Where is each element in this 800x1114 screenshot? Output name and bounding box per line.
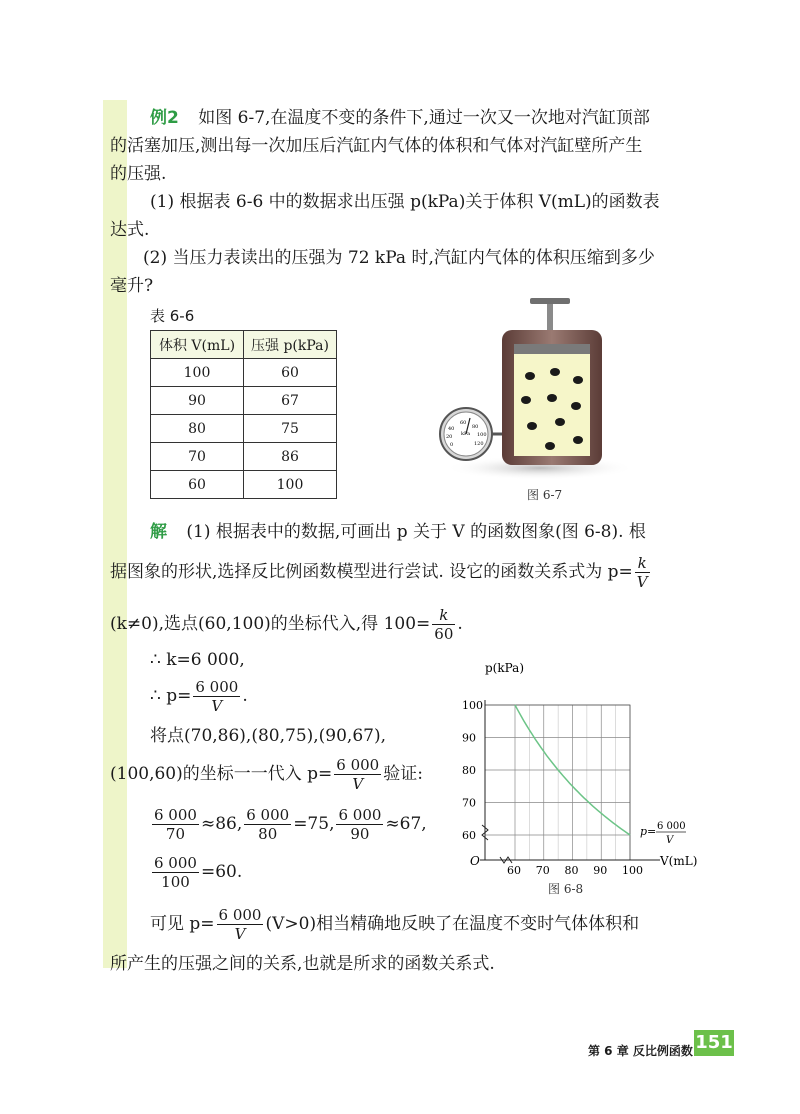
gauge-unit: kPa [461, 431, 471, 437]
y-axis-break [482, 825, 488, 840]
table-cell: 100 [151, 359, 244, 387]
fraction-num: 6 000 [154, 854, 197, 872]
fraction-6000-over-70 [152, 806, 199, 843]
fraction-k-over-60 [432, 606, 455, 643]
table-header-volume: 体积 V(mL) [151, 331, 244, 359]
gas-molecule [550, 368, 560, 376]
table-row [151, 443, 337, 471]
solution-line-8 [150, 802, 427, 846]
table-cell: 70 [151, 443, 244, 471]
fraction-6000-over-v [334, 756, 381, 793]
page-number: 151 [694, 1030, 734, 1056]
table-row [151, 471, 337, 499]
table-cell: 60 [244, 359, 337, 387]
pressure-volume-chart [460, 655, 710, 875]
fraction-den: 80 [258, 825, 278, 843]
gauge-tick: 60 [460, 420, 467, 426]
x-axis-label: V(mL) [660, 854, 698, 868]
fraction-num: k [635, 554, 650, 573]
chart-grid [485, 705, 630, 860]
y-tick-label: 100 [462, 699, 483, 712]
example-intro-3: 的压强. [110, 164, 167, 184]
x-tick-label: 70 [535, 864, 550, 875]
curve-label-prefix: p= [640, 825, 657, 838]
table-row [151, 359, 337, 387]
table-cell: 80 [151, 415, 244, 443]
fraction-num: 6 000 [195, 678, 239, 696]
solution-text-2: 据图象的形状,选择反比例函数模型进行尝试. 设它的函数关系式为 p= [110, 562, 633, 582]
fraction-6000-over-100 [152, 854, 199, 891]
solution-line-1 [150, 520, 646, 544]
fraction-num: 6 000 [338, 806, 382, 824]
example-label: 例2 [150, 108, 179, 128]
chapter-footer: 第 6 章 反比例函数 [588, 1044, 693, 1058]
gas-molecule [573, 376, 583, 384]
x-tick-label: 80 [564, 864, 579, 875]
fraction-k-over-v [635, 554, 650, 591]
solution-text-10: 可见 p= [150, 914, 215, 934]
table-caption: 表 6-6 [150, 307, 195, 325]
fraction-6000-over-90 [336, 806, 383, 843]
result-text: ≈67, [385, 814, 427, 834]
fraction-6000-over-v [217, 906, 264, 943]
gas-molecule [545, 442, 555, 450]
x-axis-break [500, 857, 512, 863]
solution-text-3: (k≠0),选点(60,100)的坐标代入,得 100= [110, 614, 431, 634]
table-row [151, 415, 337, 443]
x-tick-label: 60 [507, 864, 521, 875]
table-cell: 100 [244, 471, 337, 499]
data-table [150, 330, 337, 499]
gauge-tick: 100 [477, 432, 487, 438]
solution-line-5 [150, 674, 248, 718]
y-axis-label: p(kPa) [485, 661, 525, 675]
solution-line-3 [110, 602, 463, 646]
table-cell: 67 [244, 387, 337, 415]
y-tick-label: 70 [462, 796, 476, 810]
figure-6-7-caption: 图 6-7 [527, 488, 563, 502]
example-intro-1: 如图 6-7,在温度不变的条件下,通过一次又一次地对汽缸顶部 [198, 108, 650, 128]
solution-line-4: ∴ k=6 000, [150, 650, 245, 670]
gas-molecule [547, 394, 557, 402]
solution-text-1: (1) 根据表中的数据,可画出 p 关于 V 的函数图象(图 6-8). 根 [186, 522, 646, 542]
result-text: ≈86, [200, 814, 243, 834]
gas-molecule [521, 396, 531, 404]
piston-handle [530, 298, 570, 304]
gauge-tick: 80 [472, 424, 479, 430]
x-tick-label: 90 [593, 864, 608, 875]
solution-text-7-end: 验证: [383, 764, 423, 784]
fraction-den: 70 [165, 825, 186, 843]
question-1-line-2: 达式. [110, 220, 150, 240]
fraction-den: 100 [161, 873, 190, 891]
cylinder-figure [430, 290, 630, 480]
fraction-den: V [211, 697, 223, 715]
fraction-num: 6 000 [154, 806, 197, 824]
question-1-line-1: (1) 根据表 6-6 中的数据求出压强 p(kPa)关于体积 V(mL)的函数表 [150, 192, 660, 212]
table-cell: 75 [244, 415, 337, 443]
question-2-line-2: 毫升? [110, 276, 154, 296]
y-tick-label: 80 [462, 764, 476, 777]
solution-text-5-end: . [242, 686, 248, 706]
solution-line-2 [110, 550, 652, 594]
x-tick-label: 100 [622, 864, 643, 875]
y-tick-label: 60 [462, 829, 476, 842]
gas-molecule [527, 422, 537, 430]
gas-molecule [573, 436, 583, 444]
grid-frame [485, 705, 630, 860]
example-line-1 [150, 106, 650, 130]
question-2-line-1: (2) 当压力表读出的压强为 72 kPa 时,汽缸内气体的体积压缩到多少 [143, 248, 655, 268]
fraction-den: V [352, 775, 364, 793]
solution-text-7: (100,60)的坐标一一代入 p= [110, 764, 333, 784]
piston-rod [547, 300, 553, 334]
example-intro-2: 的活塞加压,测出每一次加压后汽缸内气体的体积和气体对汽缸壁所产生 [110, 136, 643, 156]
table-cell: 90 [151, 387, 244, 415]
table-row [151, 387, 337, 415]
fraction-den: 60 [434, 625, 454, 643]
solution-text-10-b: (V>0)相当精确地反映了在温度不变时气体体积和 [265, 914, 640, 934]
solution-line-9 [150, 850, 242, 894]
gauge-tick: 40 [448, 426, 455, 432]
fraction-6000-over-80 [244, 806, 291, 843]
fraction-num: k [432, 606, 455, 625]
fraction-num: 6 000 [246, 806, 290, 824]
origin-label: O [470, 854, 480, 868]
chart-axes [480, 700, 660, 863]
table-cell: 86 [244, 443, 337, 471]
solution-text-3-end: . [457, 614, 463, 634]
fraction-6000-over-v [193, 678, 240, 715]
result-text: =60. [200, 862, 243, 882]
gauge-tick: 120 [474, 441, 484, 447]
solution-line-11: 所产生的压强之间的关系,也就是所求的函数关系式. [110, 954, 495, 974]
piston-plate [514, 344, 590, 354]
solution-line-7 [110, 752, 423, 796]
solution-label: 解 [150, 522, 167, 542]
gauge-tick: 0 [450, 442, 454, 448]
fraction-num: 6 000 [218, 906, 262, 924]
table-cell: 60 [151, 471, 244, 499]
y-tick-label: 90 [462, 731, 476, 745]
gauge-tick: 20 [446, 434, 453, 440]
table-header-pressure: 压强 p(kPa) [244, 331, 337, 359]
table-header-row [151, 331, 337, 359]
result-text: =75, [293, 814, 335, 834]
curve-label-num: 6 000 [657, 821, 686, 832]
gas-molecule [571, 402, 581, 410]
fraction-den: 90 [350, 825, 370, 843]
fraction-den: V [234, 925, 246, 943]
curve-label-den: V [666, 835, 674, 846]
gas-molecule [525, 372, 535, 380]
solution-line-6: 将点(70,86),(80,75),(90,67), [150, 726, 387, 746]
fraction-num: 6 000 [336, 756, 380, 774]
figure-6-8-caption: 图 6-8 [548, 882, 584, 896]
solution-line-10 [150, 902, 639, 946]
fraction-den: V [636, 573, 648, 591]
solution-text-5: ∴ p= [150, 686, 192, 706]
gas-molecule [555, 418, 565, 426]
